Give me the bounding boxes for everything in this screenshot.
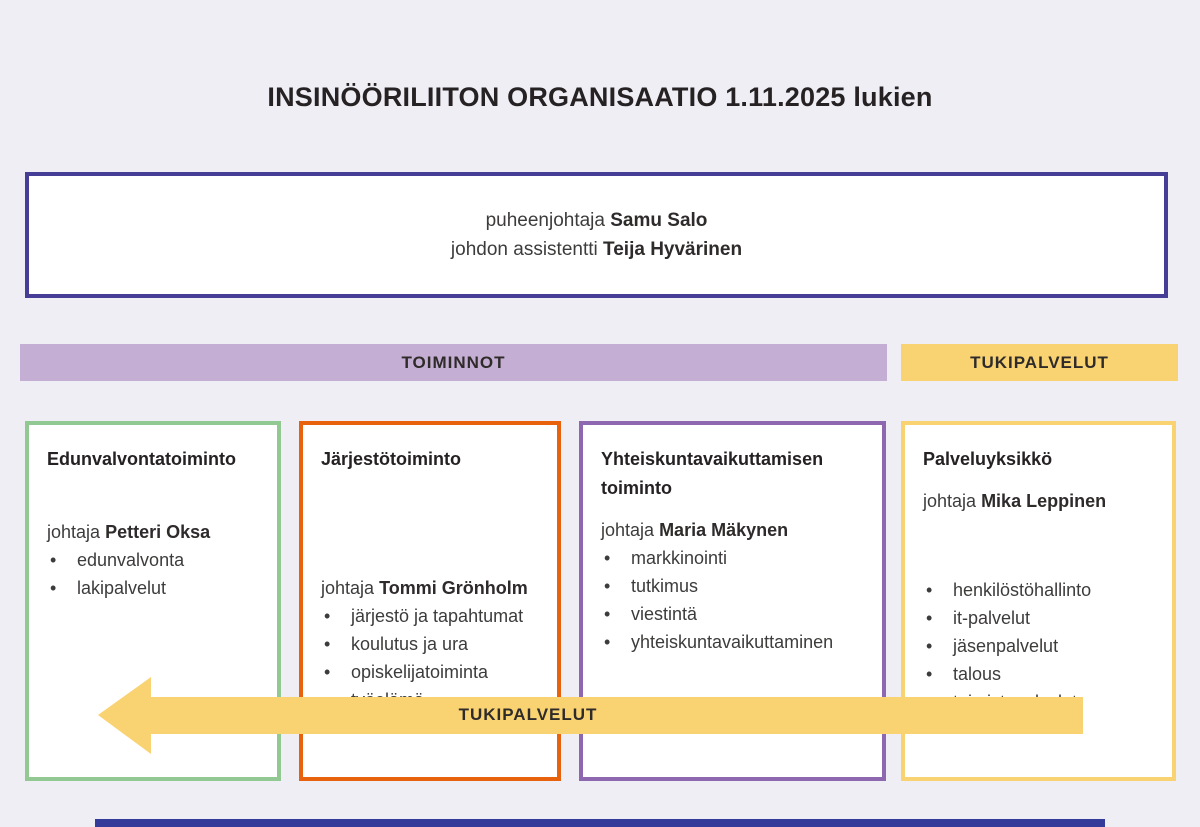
list-item: [923, 604, 1158, 632]
page-title: INSINÖÖRILIITON ORGANISAATIO 1.11.2025 lukien: [267, 82, 933, 112]
bullet-icon: •: [926, 636, 933, 656]
list-item: [923, 632, 1158, 660]
list-item-label: markkinointi: [631, 548, 728, 568]
dept-leader-prefix: johtaja: [923, 491, 977, 511]
bullet-icon: •: [324, 606, 331, 626]
support-services-arrow: [98, 677, 1083, 754]
bullet-icon: •: [324, 662, 331, 682]
bullet-icon: •: [324, 634, 331, 654]
list-item: [47, 546, 263, 574]
list-item-label: järjestö ja tapahtumat: [351, 606, 524, 626]
dept-leader-name: Mika Leppinen: [981, 491, 1107, 511]
list-item-label: yhteiskuntavaikuttaminen: [631, 632, 834, 652]
list-item: [601, 544, 868, 572]
list-item: [321, 630, 543, 658]
dept-title: Yhteiskuntavaikuttamisen toiminto: [601, 449, 824, 498]
list-item: [923, 576, 1158, 604]
arrow-label: TUKIPALVELUT: [458, 705, 598, 724]
bullet-icon: •: [926, 664, 933, 684]
list-item: [601, 572, 868, 600]
chairman-title: puheenjohtaja: [485, 210, 605, 231]
list-item-label: viestintä: [631, 604, 698, 624]
section-bar-toiminnot-label: TOIMINNOT: [401, 352, 506, 372]
list-item-label: lakipalvelut: [77, 578, 167, 598]
bullet-icon: •: [604, 632, 611, 652]
bullet-icon: •: [604, 604, 611, 624]
dept-leader-prefix: johtaja: [47, 522, 101, 542]
dept-leader-name: Petteri Oksa: [105, 522, 211, 542]
list-item: [601, 628, 868, 656]
chairman-line: [486, 206, 708, 235]
footer-bar: [95, 819, 1105, 827]
chairman-name: Samu Salo: [610, 210, 708, 231]
list-item-label: jäsenpalvelut: [953, 636, 1059, 656]
dept-leader-line: [47, 518, 263, 546]
assistant-title: johdon assistentti: [450, 239, 598, 260]
list-item: [47, 574, 263, 602]
list-item-label: edunvalvonta: [77, 550, 185, 570]
list-item-label: it-palvelut: [953, 608, 1031, 628]
dept-title: Järjestötoiminto: [321, 449, 462, 469]
dept-title: Edunvalvontatoiminto: [47, 449, 236, 469]
section-bar-tukipalvelut-label: TUKIPALVELUT: [970, 352, 1109, 372]
section-bar-toiminnot: [20, 344, 887, 381]
arrow-left-icon: [98, 677, 151, 754]
assistant-name: Teija Hyvärinen: [603, 239, 743, 260]
bullet-icon: •: [604, 548, 611, 568]
dept-leader-line: [923, 487, 1158, 515]
dept-item-list: [47, 546, 263, 602]
dept-leader-name: Maria Mäkynen: [659, 520, 789, 540]
list-item-label: henkilöstöhallinto: [953, 580, 1092, 600]
bullet-icon: •: [926, 580, 933, 600]
list-item-label: koulutus ja ura: [351, 634, 469, 654]
dept-title: Palveluyksikkö: [923, 449, 1053, 469]
dept-leader-line: [601, 516, 868, 544]
list-item: [601, 600, 868, 628]
list-item-label: talous: [953, 664, 1002, 684]
dept-leader-prefix: johtaja: [601, 520, 655, 540]
list-item: [321, 602, 543, 630]
list-item-label: tutkimus: [631, 576, 699, 596]
assistant-line: [451, 235, 742, 264]
bullet-icon: •: [604, 576, 611, 596]
leadership-box: [25, 172, 1168, 298]
dept-leader-name: Tommi Grönholm: [379, 578, 528, 598]
bullet-icon: •: [926, 608, 933, 628]
dept-leader-prefix: johtaja: [321, 578, 375, 598]
bullet-icon: •: [50, 550, 57, 570]
dept-item-list: [601, 544, 868, 656]
list-item-label: opiskelijatoiminta: [351, 662, 489, 682]
section-bar-tukipalvelut: [901, 344, 1178, 381]
bullet-icon: •: [50, 578, 57, 598]
dept-leader-line: [321, 574, 543, 602]
